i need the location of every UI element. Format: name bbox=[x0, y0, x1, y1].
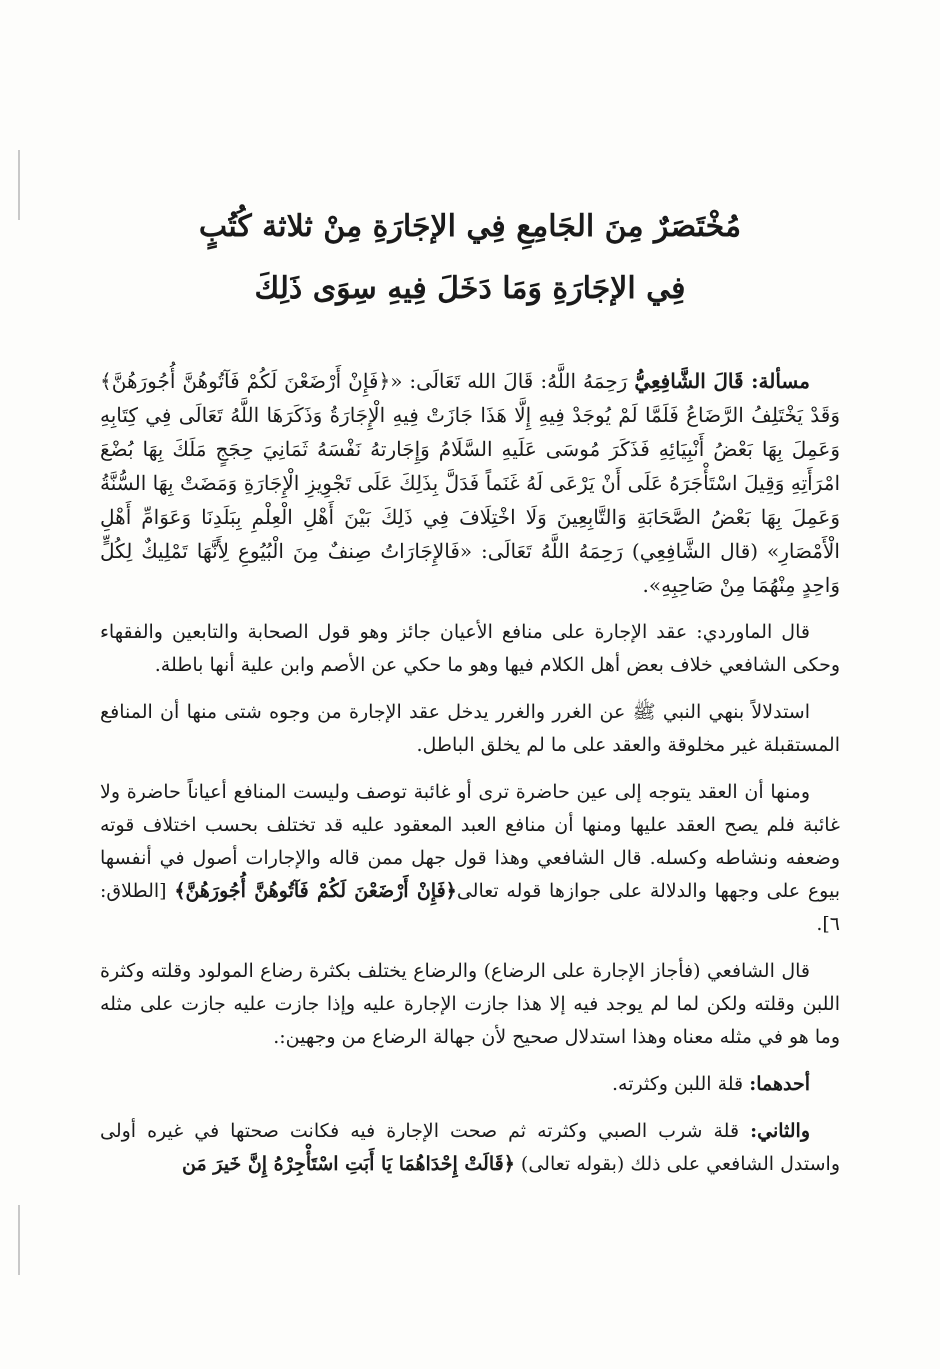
paragraph-text: رَحِمَهُ اللَّهُ: قَالَ الله تَعَالَى: «﴿فَإِنْ أَرْضَعْنَ لَكُمْ فَآتُوهُنَّ أُجُورَهُنَّ﴾ وَقَدْ يَخْتَلِفُ الرَّضَاعُ فَلَمَّا لَمْ يُوجَدْ فِيهِ إِلَّا هَذَا جَازَتْ فِيهِ الْإِجَارَةُ وَذَكَرَهَا اللَّهُ تَعَالَى فِي كِتَابِهِ وَعَمِلَ بِهَا بَعْضُ أَنْبِيَائِهِ فَذَكَرَ مُوسَى عَلَيهِ السَّلَامُ وَإِجَارتهُ نَفْسَهُ ثَمَانِيَ حِجَجٍ مَلَكَ بِهَا بُضْعَ امْرَأَتِهِ وَقِيلَ اسْتَأْجَرَهُ عَلَى أَنْ يَرْعَى لَهُ غَنَماً فَدَلَّ بِذَلِكَ عَلَى تَجْوِيزِ الْإِجَارَةِ وَمَضَتْ بِهَا السُّنَّةُ وَعَمِلَ بِهَا بَعْضُ الصَّحَابَةِ وَالتَّابِعِينَ وَلَا اخْتِلَافَ فِي ذَلِكَ بَيْنَ أَهْلِ الْعِلْمِ بِبَلَدِنَا وَعَوَامِّ أَهْلِ الْأَمْصَارِ» (قال الشَّافِعِي) رَحِمَهُ اللَّهُ تَعَالَى: «فَالإِجَارَاتُ صِنفٌ مِنَ الْبُيُوعِ لِأَنَّهَا تَمْلِيكٌ لِكُلٍّ وَاحِدٍ مِنْهُمَا مِنْ صَاحِبِهِ». bbox=[100, 369, 840, 597]
paragraph-2: قال الماوردي: عقد الإجارة على منافع الأعيان جائز وهو قول الصحابة والتابعين والفقهاء وحكى الشافعي خلاف بعض أهل الكلام فيها وهو ما حكي عن الأصم وابن علية أنها باطلة. bbox=[100, 621, 840, 676]
document-body bbox=[100, 196, 840, 1195]
paragraph-5: قال الشافعي (فأجاز الإجارة على الرضاع) والرضاع يختلف بكثرة رضاع المولود وقلته وكثرة اللبن وقلته ولكن لما لم يوجد فيه إلا هذا جازت الإجارة عليه وإذا جازت عليه جازت على مثله وما هو في مثله معناه وهذا استدلال صحيح لأن جهالة الرضاع من وجهين:. bbox=[100, 960, 840, 1048]
paragraph-4 bbox=[100, 776, 840, 941]
paragraph-3: استدلالاً بنهي النبي ﷺ عن الغرر والغرر يدخل عقد الإجارة من وجوه شتى منها أن المنافع المستقبلة غير مخلوقة والعقد على ما لم يخلق الباطل. bbox=[100, 701, 840, 756]
verse-reference: [الطلاق: ٦]. bbox=[100, 880, 840, 935]
paragraph-text: قلة شرب الصبي وكثرته ثم صحت الإجارة فيه فكانت صحتها في غيره أولى واستدل الشافعي على ذلك (بقوله تعالى) bbox=[100, 1120, 840, 1175]
paragraph-lead: أحدهما: bbox=[749, 1073, 810, 1095]
quran-verse: ﴿فَإِنْ أَرْضَعْنَ لَكُمْ فَآتُوهُنَّ أُجُورَهُنَّ﴾ bbox=[174, 880, 457, 902]
paragraph-lead: مسألة: قَالَ الشَّافِعِيُّ bbox=[634, 369, 810, 393]
paragraph-7 bbox=[100, 1115, 840, 1181]
paragraph-1 bbox=[100, 364, 840, 602]
chapter-title bbox=[100, 196, 840, 320]
paragraph-text: ومنها أن العقد يتوجه إلى عين حاضرة ترى أو غائبة توصف وليست المنافع أعياناً حاضرة ولا غائبة فلم يصح العقد عليها ومنها أن منافع العبد المعقود عليه قد تختلف بحسب اختلاف قوته وضعفه ونشاطه وكسله. قال الشافعي وهذا قول جهل ممن قاله والإجارات أصول في أنفسها بيوع على وجهها والدلالة على جوازها قوله تعالى bbox=[100, 781, 840, 902]
quran-verse: ﴿قَالَتْ إِحْدَاهُمَا يَا أَبَتِ اسْتَأْجِرْهُ إِنَّ خَيرَ مَن bbox=[181, 1153, 515, 1175]
paragraph-6 bbox=[100, 1068, 840, 1101]
scan-margin-mark bbox=[18, 1205, 20, 1275]
title-line-2: فِي الإجَارَةِ وَمَا دَخَلَ فِيهِ سِوَى ذَلِكَ bbox=[254, 271, 686, 306]
paragraph-text: قلة اللبن وكثرته. bbox=[611, 1073, 744, 1095]
paragraph-lead: والثاني: bbox=[750, 1120, 810, 1142]
title-line-1: مُخْتَصَرٌ مِنَ الجَامِعِ فِي الإجَارَةِ مِنْ ثلاثة كُتُبٍ bbox=[198, 209, 742, 244]
scan-margin-mark bbox=[18, 150, 20, 220]
